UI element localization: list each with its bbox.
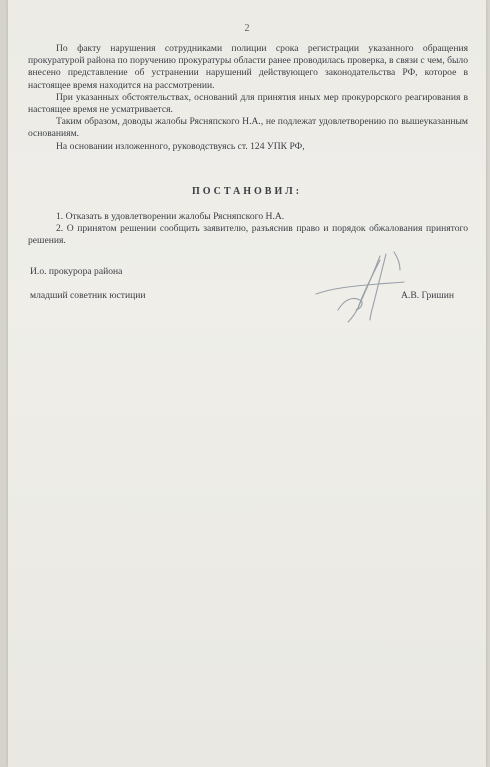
signatory-name: А.В. Гришин [401, 290, 455, 301]
paragraph-violation: По факту нарушения сотрудниками полиции срока регистрации указанного обращения прокуратурой района по поручению прокуратуры области ранее проводилась проверка, в связи с чем, было внесено представление об устранении нарушений действующего законодательства РФ, которое в настоящее время находится на рассмотрении. [28, 43, 468, 91]
resolution-item-2: 2. О принятом решении сообщить заявителю, разъяснив право и порядок обжалования принятого решения. [28, 223, 468, 247]
signatory-position: И.о. прокурора района [30, 266, 123, 277]
body-text [28, 43, 468, 153]
paragraph-legal-basis: На основании изложенного, руководствуясь ст. 124 УПК РФ, [56, 140, 305, 152]
paragraph-conclusion: Таким образом, доводы жалобы Рясняпского Н.А., не подлежат удовлетворению по вышеуказанным основаниям. [28, 116, 468, 140]
resolution-item-1: 1. Отказать в удовлетворении жалобы Рясняпского Н.А. [56, 211, 285, 222]
page-number: 2 [244, 23, 250, 34]
document-page [8, 0, 486, 767]
signatory-rank: младший советник юстиции [30, 290, 146, 301]
resolution-title: ПОСТАНОВИЛ: [191, 186, 303, 197]
paragraph-circumstances: При указанных обстоятельствах, оснований для принятия иных мер прокурорского реагирования в настоящее время не усматривается. [28, 91, 468, 116]
handwritten-signature [308, 250, 418, 325]
resolution-items [28, 211, 468, 248]
